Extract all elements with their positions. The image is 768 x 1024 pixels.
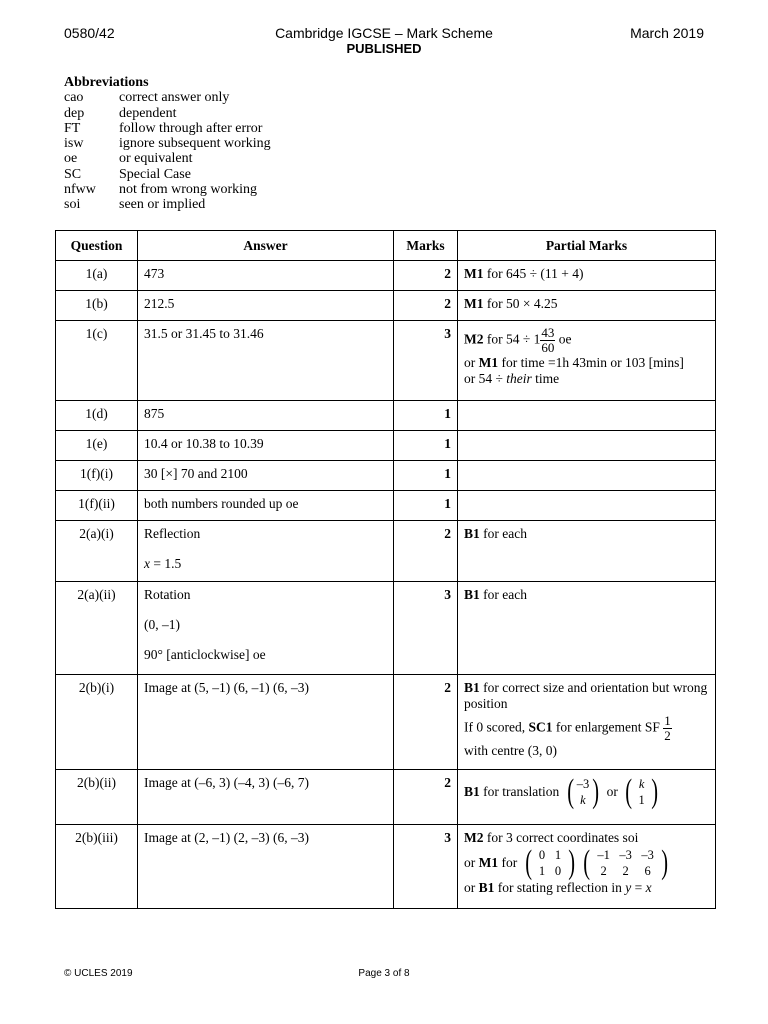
mark-code: B1 — [464, 587, 480, 602]
vector-entries — [635, 776, 649, 808]
answer-cell: 875 — [138, 401, 394, 431]
header-status: PUBLISHED — [346, 41, 422, 56]
footer-page-number: Page 3 of 8 — [358, 968, 410, 979]
column-vector — [623, 775, 660, 809]
question-cell: 1(f)(ii) — [56, 491, 138, 521]
left-bracket: ( — [566, 773, 574, 810]
partial-marks-line — [464, 371, 709, 387]
fraction-numerator: 43 — [541, 325, 555, 340]
marks-cell: 2 — [394, 291, 458, 321]
partial-marks-text: for translation — [479, 784, 563, 799]
partial-marks-text: for stating reflection in — [494, 880, 626, 895]
partial-marks-text: or — [603, 784, 622, 799]
abbreviation-value: or equivalent — [119, 151, 193, 167]
abbreviation-item — [64, 106, 271, 121]
partial-marks-italic: their — [506, 371, 532, 386]
abbreviation-key: oe — [64, 151, 78, 167]
abbreviation-key: nfww — [64, 182, 96, 198]
table-row — [56, 491, 716, 521]
partial-marks-text: for time =1h 43min or 103 [mins] — [498, 355, 684, 370]
partial-marks-line — [464, 775, 709, 809]
abbreviation-item — [64, 197, 271, 212]
vector-entry: 1 — [638, 793, 645, 807]
partial-marks-line — [464, 326, 709, 355]
table-row — [56, 521, 716, 582]
partial-marks-text: time — [531, 371, 560, 386]
answer-cell: 31.5 or 31.45 to 31.46 — [138, 321, 394, 401]
abbreviation-key: cao — [64, 90, 84, 106]
partial-marks-cell — [458, 582, 716, 675]
mark-code: M1 — [464, 296, 484, 311]
left-bracket: ( — [625, 773, 633, 810]
table-row — [56, 291, 716, 321]
question-cell: 2(b)(iii) — [56, 825, 138, 909]
vector-entry: k — [580, 793, 586, 807]
partial-marks-text: or — [464, 880, 479, 895]
partial-marks-italic: x — [645, 880, 652, 895]
left-bracket: ( — [524, 844, 532, 881]
marks-cell: 2 — [394, 770, 458, 825]
table-row — [56, 431, 716, 461]
abbreviation-value: Special Case — [119, 166, 191, 182]
answer-line: (0, –1) — [144, 617, 180, 632]
answer-cell: both numbers rounded up oe — [138, 491, 394, 521]
partial-marks-cell — [458, 431, 716, 461]
abbreviation-value: follow through after error — [119, 120, 263, 136]
partial-marks-cell — [458, 261, 716, 291]
question-cell: 1(f)(i) — [56, 461, 138, 491]
partial-marks-italic: y — [625, 880, 632, 895]
mark-code: B1 — [464, 784, 480, 799]
answer-line: 90° [anticlockwise] oe — [144, 647, 266, 662]
partial-marks-cell — [458, 321, 716, 401]
partial-marks-line — [464, 355, 709, 371]
matrix-entry: –1 — [597, 848, 610, 862]
marks-cell: 1 — [394, 461, 458, 491]
abbreviation-value: correct answer only — [119, 90, 230, 106]
matrix-entry: 2 — [622, 864, 629, 878]
abbreviation-key: isw — [64, 136, 84, 152]
vector-entry: k — [638, 777, 645, 791]
fraction-numerator: 1 — [664, 713, 671, 728]
right-bracket: ) — [650, 773, 658, 810]
question-cell: 1(e) — [56, 431, 138, 461]
partial-marks-line — [464, 680, 709, 712]
document-code: 0580/42 — [64, 25, 115, 41]
vector-entry: –3 — [576, 777, 590, 791]
mark-code: SC1 — [528, 719, 553, 735]
header-date: March 2019 — [630, 25, 704, 41]
answer-cell: 473 — [138, 261, 394, 291]
mark-code: B1 — [478, 880, 495, 895]
mark-code: M1 — [478, 855, 499, 870]
abbreviation-value: ignore subsequent working — [119, 136, 271, 152]
right-bracket: ) — [568, 844, 576, 881]
partial-marks-cell — [458, 461, 716, 491]
question-cell: 2(b)(i) — [56, 675, 138, 770]
mark-code: M2 — [464, 830, 484, 845]
answer-italic: x — [144, 556, 150, 571]
header-title: Cambridge IGCSE – Mark Scheme — [275, 25, 493, 41]
answer-cell: 212.5 — [138, 291, 394, 321]
partial-marks-line — [464, 714, 709, 743]
column-header-question: Question — [56, 231, 138, 261]
matrix-entry: 0 — [554, 864, 562, 878]
marks-cell: 3 — [394, 321, 458, 401]
partial-marks-line — [464, 846, 709, 880]
fraction — [540, 326, 555, 355]
fraction — [663, 714, 672, 743]
answer-cell: 10.4 or 10.38 to 10.39 — [138, 431, 394, 461]
partial-marks-text: for each — [479, 587, 527, 602]
answer-cell — [138, 582, 394, 675]
abbreviation-item — [64, 182, 271, 197]
table-header-row — [56, 231, 716, 261]
marks-cell: 3 — [394, 582, 458, 675]
mark-code: M2 — [464, 331, 484, 347]
mark-code: B1 — [464, 526, 480, 541]
column-header-partial-marks: Partial Marks — [458, 231, 716, 261]
marks-cell: 1 — [394, 401, 458, 431]
table-row — [56, 261, 716, 291]
partial-marks-text: for — [498, 855, 521, 870]
mark-scheme-table — [55, 230, 716, 909]
matrix-entry: –3 — [641, 848, 654, 862]
fraction-denominator: 2 — [664, 728, 671, 743]
table-row — [56, 321, 716, 401]
answer-cell: 30 [×] 70 and 2100 — [138, 461, 394, 491]
abbreviation-value: dependent — [119, 105, 177, 121]
partial-marks-cell — [458, 675, 716, 770]
table-row — [56, 675, 716, 770]
abbreviation-item — [64, 121, 271, 136]
right-bracket: ) — [660, 844, 668, 881]
answer-cell — [138, 521, 394, 582]
matrix-entry: 1 — [554, 848, 562, 862]
footer-copyright: © UCLES 2019 — [64, 968, 133, 979]
fraction-denominator: 60 — [541, 340, 555, 355]
matrix-entry: 0 — [538, 848, 546, 862]
matrix-entry: 2 — [600, 864, 607, 878]
answer-line: Reflection — [144, 526, 201, 541]
mark-code: M1 — [464, 266, 484, 281]
partial-marks-text: or — [464, 855, 479, 870]
question-cell: 2(b)(ii) — [56, 770, 138, 825]
matrix-entry: –3 — [619, 848, 632, 862]
abbreviation-key: soi — [64, 197, 81, 213]
abbreviation-key: SC — [64, 166, 82, 182]
question-cell: 2(a)(i) — [56, 521, 138, 582]
abbreviation-key: dep — [64, 105, 85, 121]
column-header-answer: Answer — [138, 231, 394, 261]
partial-marks-text: or — [464, 355, 479, 370]
answer-cell: Image at (5, –1) (6, –1) (6, –3) — [138, 675, 394, 770]
abbreviations-title: Abbreviations — [64, 75, 149, 90]
abbreviation-item — [64, 136, 271, 151]
left-bracket: ( — [583, 844, 591, 881]
right-bracket: ) — [592, 773, 600, 810]
matrix-entry: 1 — [538, 864, 546, 878]
abbreviation-value: seen or implied — [119, 197, 206, 213]
marks-cell: 1 — [394, 491, 458, 521]
table-row — [56, 825, 716, 909]
abbreviation-item — [64, 151, 271, 166]
partial-marks-text: or 54 ÷ — [464, 371, 507, 386]
marks-cell: 2 — [394, 521, 458, 582]
partial-marks-text: for 645 ÷ (11 + 4) — [483, 266, 584, 281]
partial-marks-text: oe — [555, 331, 572, 347]
partial-marks-text: for each — [479, 526, 527, 541]
partial-marks-line: with centre (3, 0) — [464, 743, 557, 758]
answer-cell: Image at (–6, 3) (–4, 3) (–6, 7) — [138, 770, 394, 825]
abbreviation-value: not from wrong working — [119, 182, 258, 198]
question-cell: 1(d) — [56, 401, 138, 431]
table-row — [56, 770, 716, 825]
table-row — [56, 461, 716, 491]
matrix — [581, 846, 670, 880]
partial-marks-text: = — [631, 880, 646, 895]
vector-entries — [576, 776, 590, 808]
question-cell: 2(a)(ii) — [56, 582, 138, 675]
abbreviation-key: FT — [64, 120, 81, 136]
marks-cell: 2 — [394, 261, 458, 291]
partial-marks-cell — [458, 491, 716, 521]
answer-line — [144, 556, 387, 572]
abbreviation-item — [64, 167, 271, 182]
column-vector — [565, 775, 602, 809]
partial-marks-text: for 54 ÷ 1 — [483, 331, 541, 347]
abbreviations-list — [64, 75, 271, 213]
table-row — [56, 401, 716, 431]
partial-marks-text: for 50 × 4.25 — [483, 296, 558, 311]
answer-text: = 1.5 — [150, 556, 182, 571]
abbreviation-item — [64, 90, 271, 105]
question-cell: 1(a) — [56, 261, 138, 291]
partial-marks-text: for correct size and orientation but wrong position — [464, 680, 708, 711]
marks-cell: 2 — [394, 675, 458, 770]
answer-line: Rotation — [144, 587, 191, 602]
marks-cell: 3 — [394, 825, 458, 909]
marks-cell: 1 — [394, 431, 458, 461]
matrix-entries — [534, 847, 566, 879]
column-header-marks: Marks — [394, 231, 458, 261]
partial-marks-text: If 0 scored, — [464, 719, 529, 735]
mark-code: M1 — [478, 355, 499, 370]
partial-marks-cell — [458, 291, 716, 321]
mark-code: B1 — [464, 680, 480, 695]
question-cell: 1(c) — [56, 321, 138, 401]
partial-marks-line — [464, 880, 709, 896]
partial-marks-cell — [458, 401, 716, 431]
matrix-entry: 6 — [644, 864, 651, 878]
partial-marks-text: for 3 correct coordinates soi — [483, 830, 639, 845]
question-cell: 1(b) — [56, 291, 138, 321]
table-row — [56, 582, 716, 675]
matrix — [523, 846, 578, 880]
partial-marks-text: for enlargement SF — [552, 719, 664, 735]
partial-marks-cell — [458, 521, 716, 582]
partial-marks-cell — [458, 770, 716, 825]
answer-cell: Image at (2, –1) (2, –3) (6, –3) — [138, 825, 394, 909]
partial-marks-cell — [458, 825, 716, 909]
matrix-entries — [593, 847, 659, 879]
